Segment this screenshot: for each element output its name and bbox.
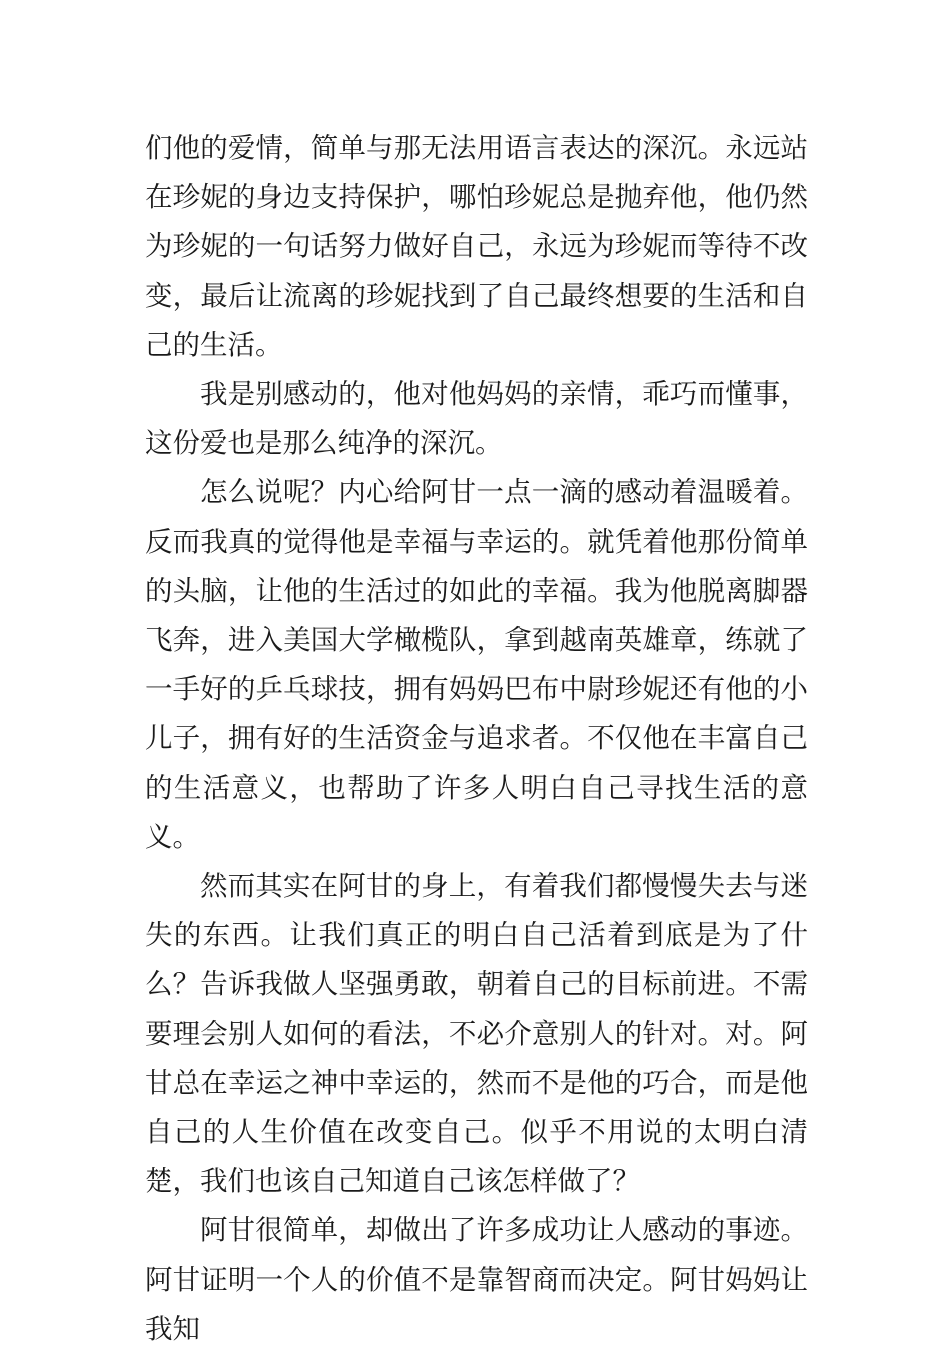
document-body	[145, 124, 808, 1354]
paragraph: 阿甘很简单，却做出了许多成功让人感动的事迹。阿甘证明一个人的价值不是靠智商而决定。阿甘妈妈让我知	[145, 1214, 808, 1345]
paragraph-continued: 们他的爱情，简单与那无法用语言表达的深沉。永远站在珍妮的身边支持保护，哪怕珍妮总是抛弃他，他仍然为珍妮的一句话努力做好自己，永远为珍妮而等待不改变，最后让流离的珍妮找到了自己最终想要的生活和自己的生活。	[145, 132, 808, 361]
paragraph: 然而其实在阿甘的身上，有着我们都慢慢失去与迷失的东西。让我们真正的明白自己活着到底是为了什么？告诉我做人坚强勇敢，朝着自己的目标前进。不需要理会别人如何的看法，不必介意别人的针对。对。阿甘总在幸运之神中幸运的，然而不是他的巧合，而是他自己的人生价值在改变自己。似乎不用说的太明白清楚，我们也该自己知道自己该怎样做了？	[145, 870, 808, 1198]
paragraph: 我是别感动的，他对他妈妈的亲情，乖巧而懂事，这份爱也是那么纯净的深沉。	[145, 378, 808, 460]
paragraph: 怎么说呢？内心给阿甘一点一滴的感动着温暖着。反而我真的觉得他是幸福与幸运的。就凭着他那份简单的头脑，让他的生活过的如此的幸福。我为他脱离脚器飞奔，进入美国大学橄榄队，拿到越南英雄章，练就了一手好的乒乓球技，拥有妈妈巴布中尉珍妮还有他的小儿子，拥有好的生活资金与追求者。不仅他在丰富自己的生活意义，也帮助了许多人明白自己寻找生活的意义。	[145, 476, 808, 853]
